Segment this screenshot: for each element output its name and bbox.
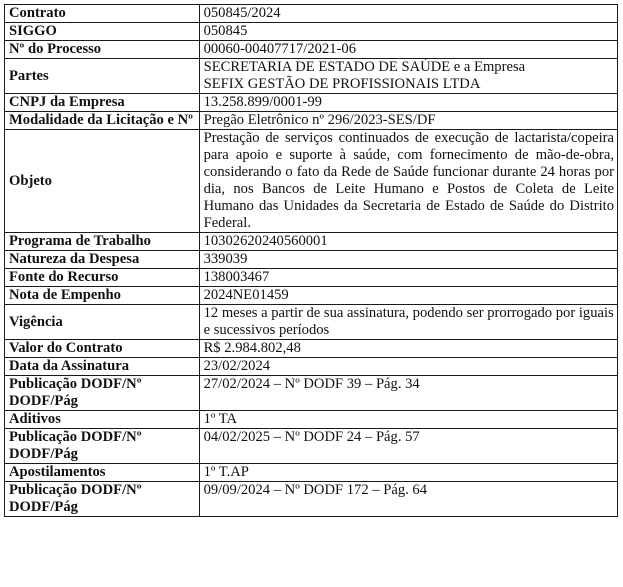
- label-cnpj: CNPJ da Empresa: [5, 94, 200, 112]
- value-vigencia: 12 meses a partir de sua assinatura, podendo ser prorrogado por iguais e sucessivos períodos: [199, 305, 617, 340]
- row-programa-trabalho: [5, 233, 618, 251]
- value-siggo: 050845: [199, 23, 617, 41]
- label-processo: Nº do Processo: [5, 41, 200, 59]
- row-natureza-despesa: [5, 251, 618, 269]
- label-contrato: Contrato: [5, 5, 200, 23]
- value-partes: [199, 59, 617, 94]
- value-nota-empenho: 2024NE01459: [199, 287, 617, 305]
- value-valor-contrato: R$ 2.984.802,48: [199, 340, 617, 358]
- value-apostilamentos: 1º T.AP: [199, 464, 617, 482]
- row-publicacao-apostilamento: [5, 482, 618, 517]
- value-publicacao-apostilamento: 09/09/2024 – Nº DODF 172 – Pág. 64: [199, 482, 617, 517]
- value-cnpj: 13.258.899/0001-99: [199, 94, 617, 112]
- label-siggo: SIGGO: [5, 23, 200, 41]
- label-aditivos: Aditivos: [5, 411, 200, 429]
- row-nota-empenho: [5, 287, 618, 305]
- value-modalidade: Pregão Eletrônico nº 296/2023-SES/DF: [199, 112, 617, 130]
- label-data-assinatura: Data da Assinatura: [5, 358, 200, 376]
- value-aditivos: 1º TA: [199, 411, 617, 429]
- row-processo: [5, 41, 618, 59]
- row-vigencia: [5, 305, 618, 340]
- row-modalidade: [5, 112, 618, 130]
- value-natureza-despesa: 339039: [199, 251, 617, 269]
- value-publicacao-contrato: 27/02/2024 – Nº DODF 39 – Pág. 34: [199, 376, 617, 411]
- label-publicacao-contrato: Publicação DODF/Nº DODF/Pág: [5, 376, 200, 411]
- label-natureza-despesa: Natureza da Despesa: [5, 251, 200, 269]
- row-aditivos: [5, 411, 618, 429]
- value-publicacao-aditivo: 04/02/2025 – Nº DODF 24 – Pág. 57: [199, 429, 617, 464]
- row-valor-contrato: [5, 340, 618, 358]
- label-fonte-recurso: Fonte do Recurso: [5, 269, 200, 287]
- value-processo: 00060-00407717/2021-06: [199, 41, 617, 59]
- row-publicacao-aditivo: [5, 429, 618, 464]
- value-fonte-recurso: 138003467: [199, 269, 617, 287]
- label-programa-trabalho: Programa de Trabalho: [5, 233, 200, 251]
- row-apostilamentos: [5, 464, 618, 482]
- value-contrato: 050845/2024: [199, 5, 617, 23]
- row-contrato: [5, 5, 618, 23]
- label-publicacao-aditivo: Publicação DODF/Nº DODF/Pág: [5, 429, 200, 464]
- label-nota-empenho: Nota de Empenho: [5, 287, 200, 305]
- label-objeto: Objeto: [5, 130, 200, 233]
- contract-summary-table: [4, 4, 618, 517]
- label-vigencia: Vigência: [5, 305, 200, 340]
- label-apostilamentos: Apostilamentos: [5, 464, 200, 482]
- row-cnpj: [5, 94, 618, 112]
- label-valor-contrato: Valor do Contrato: [5, 340, 200, 358]
- row-objeto: [5, 130, 618, 233]
- partes-line-2: SEFIX GESTÃO DE PROFISSIONAIS LTDA: [203, 76, 481, 92]
- row-fonte-recurso: [5, 269, 618, 287]
- partes-line-1: SECRETARIA DE ESTADO DE SAÚDE e a Empresa: [203, 59, 526, 75]
- row-partes: [5, 59, 618, 94]
- row-data-assinatura: [5, 358, 618, 376]
- value-data-assinatura: 23/02/2024: [199, 358, 617, 376]
- value-objeto: Prestação de serviços continuados de execução de lactarista/copeira para apoio e suporte à saúde, com fornecimento de mão-de-obra, considerando o fato da Rede de Saúde funcionar durante 24 horas por dia, nos Bancos de Leite Humano e Postos de Coleta de Leite Humano das Unidades da Secretaria de Estado de Saúde do Distrito Federal.: [199, 130, 617, 233]
- label-publicacao-apostilamento: Publicação DODF/Nº DODF/Pág: [5, 482, 200, 517]
- value-programa-trabalho: 10302620240560001: [199, 233, 617, 251]
- label-partes: Partes: [5, 59, 200, 94]
- label-modalidade: Modalidade da Licitação e Nº: [5, 112, 200, 130]
- row-siggo: [5, 23, 618, 41]
- row-publicacao-contrato: [5, 376, 618, 411]
